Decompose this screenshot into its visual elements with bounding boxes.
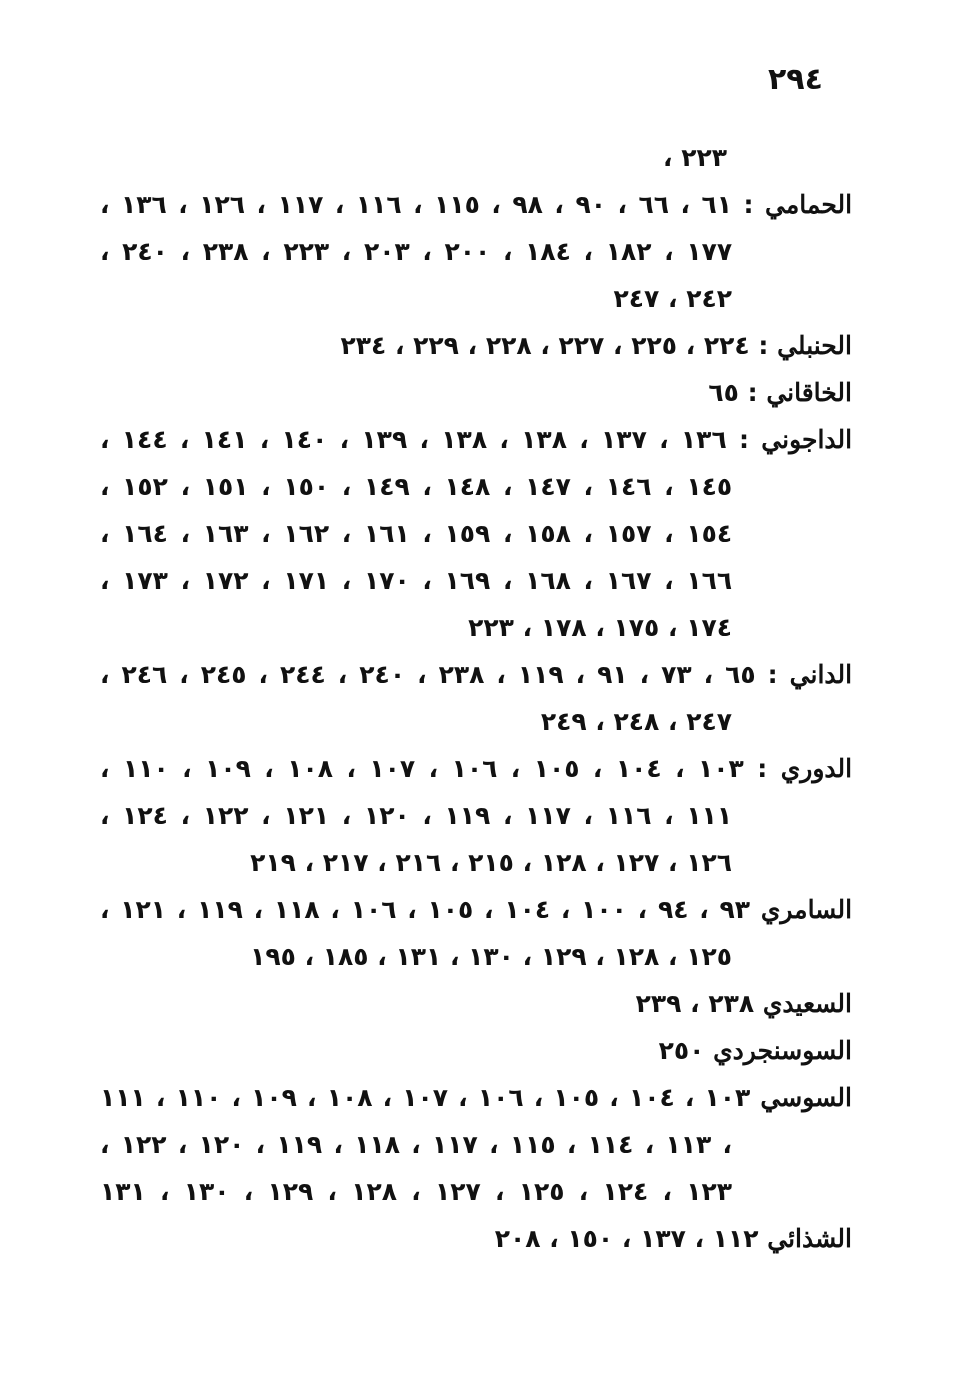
- page-refs: ١٧٧ ، ١٨٢ ، ١٨٤ ، ٢٠٠ ، ٢٠٣ ، ٢٢٣ ، ٢٣٨ ، ٢٤٠ ،: [100, 237, 733, 266]
- page-refs: : ٦٥: [708, 378, 758, 407]
- entry-name: الداني: [789, 660, 852, 689]
- index-line: [100, 228, 852, 275]
- page-refs: ١١٢ ، ١٣٧ ، ١٥٠ ، ٢٠٨: [494, 1224, 759, 1253]
- page-refs: ١٠٣ ، ١٠٤ ، ١٠٥ ، ١٠٦ ، ١٠٧ ، ١٠٨ ، ١٠٩ ، ١١٠ ، ١١١: [100, 1083, 751, 1112]
- page-refs: ٩٣ ، ٩٤ ، ١٠٠ ، ١٠٤ ، ١٠٥ ، ١٠٦ ، ١١٨ ، ١١٩ ، ١٢١ ،: [100, 895, 751, 924]
- page-refs: : ١٠٣ ، ١٠٤ ، ١٠٥ ، ١٠٦ ، ١٠٧ ، ١٠٨ ، ١٠٩ ، ١١٠ ،: [100, 754, 768, 783]
- entry-name: السوسي: [760, 1083, 852, 1112]
- index-line: [100, 839, 852, 886]
- index-line: [100, 557, 852, 604]
- entry-name: الحمامي: [765, 190, 852, 219]
- entry-name: الخاقاني: [766, 378, 852, 407]
- entry-name: السعيدي: [762, 989, 852, 1018]
- index-line: [100, 1027, 852, 1074]
- entry-name: الداجوني: [761, 425, 852, 454]
- index-line: [100, 1215, 852, 1262]
- index-line: [100, 510, 852, 557]
- page-refs: ٢٣٨ ، ٢٣٩: [635, 989, 755, 1018]
- index-line: [100, 416, 852, 463]
- entry-name: الشذائي: [767, 1224, 852, 1253]
- page-number: ٢٩٤: [768, 62, 823, 97]
- index-body: [100, 134, 852, 1262]
- entry-name: السامري: [760, 895, 852, 924]
- index-line: [100, 134, 852, 181]
- page-refs: ١٦٦ ، ١٦٧ ، ١٦٨ ، ١٦٩ ، ١٧٠ ، ١٧١ ، ١٧٢ ، ١٧٣ ،: [100, 566, 733, 595]
- index-line: [100, 980, 852, 1027]
- page-refs: ١٢٦ ، ١٢٧ ، ١٢٨ ، ٢١٥ ، ٢١٦ ، ٢١٧ ، ٢١٩: [250, 848, 732, 877]
- page-refs: ١٢٥ ، ١٢٨ ، ١٢٩ ، ١٣٠ ، ١٣١ ، ١٨٥ ، ١٩٥: [250, 942, 732, 971]
- page-refs: ١٧٤ ، ١٧٥ ، ١٧٨ ، ٢٢٣: [468, 613, 732, 642]
- index-line: [100, 1168, 852, 1215]
- index-line: [100, 651, 852, 698]
- index-line: [100, 275, 852, 322]
- entry-name: الحنبلي: [777, 331, 852, 360]
- page-refs: ١٥٤ ، ١٥٧ ، ١٥٨ ، ١٥٩ ، ١٦١ ، ١٦٢ ، ١٦٣ ، ١٦٤ ،: [100, 519, 733, 548]
- page-refs: : ٦١ ، ٦٦ ، ٩٠ ، ٩٨ ، ١١٥ ، ١١٦ ، ١١٧ ، ١٢٦ ، ١٣٦ ،: [100, 190, 754, 219]
- page-refs: ١٢٣ ، ١٢٤ ، ١٢٥ ، ١٢٧ ، ١٢٨ ، ١٢٩ ، ١٣٠ ، ١٣١: [100, 1177, 733, 1206]
- page-refs: ١٤٥ ، ١٤٦ ، ١٤٧ ، ١٤٨ ، ١٤٩ ، ١٥٠ ، ١٥١ ، ١٥٢ ،: [100, 472, 733, 501]
- page-refs: ، ١١٣ ، ١١٤ ، ١١٥ ، ١١٧ ، ١١٨ ، ١١٩ ، ١٢٠ ، ١٢٢ ،: [100, 1130, 732, 1159]
- index-line: [100, 369, 852, 416]
- entry-name: السوسنجردي: [713, 1036, 852, 1065]
- index-line: [100, 792, 852, 839]
- page-refs: : ٦٥ ، ٧٣ ، ٩١ ، ١١٩ ، ٢٣٨ ، ٢٤٠ ، ٢٤٤ ، ٢٤٥ ، ٢٤٦ ،: [100, 660, 778, 689]
- page-refs: ٢٢٣ ،: [663, 143, 727, 172]
- index-line: [100, 1074, 852, 1121]
- index-line: [100, 698, 852, 745]
- page-refs: ٢٤٢ ، ٢٤٧: [613, 284, 732, 313]
- index-line: [100, 933, 852, 980]
- page-refs: : ١٣٦ ، ١٣٧ ، ١٣٨ ، ١٣٨ ، ١٣٩ ، ١٤٠ ، ١٤١ ، ١٤٤ ،: [100, 425, 749, 454]
- page-refs: : ٢٢٤ ، ٢٢٥ ، ٢٢٧ ، ٢٢٨ ، ٢٢٩ ، ٢٣٤: [340, 331, 769, 360]
- entry-name: الدوري: [780, 754, 852, 783]
- page-refs: ١١١ ، ١١٦ ، ١١٧ ، ١١٩ ، ١٢٠ ، ١٢١ ، ١٢٢ ، ١٢٤ ،: [100, 801, 733, 830]
- index-line: [100, 745, 852, 792]
- index-line: [100, 463, 852, 510]
- index-line: [100, 1121, 852, 1168]
- index-line: [100, 181, 852, 228]
- index-line: [100, 886, 852, 933]
- index-line: [100, 604, 852, 651]
- page-refs: ٢٥٠: [658, 1036, 705, 1065]
- index-line: [100, 322, 852, 369]
- page-refs: ٢٤٧ ، ٢٤٨ ، ٢٤٩: [540, 707, 732, 736]
